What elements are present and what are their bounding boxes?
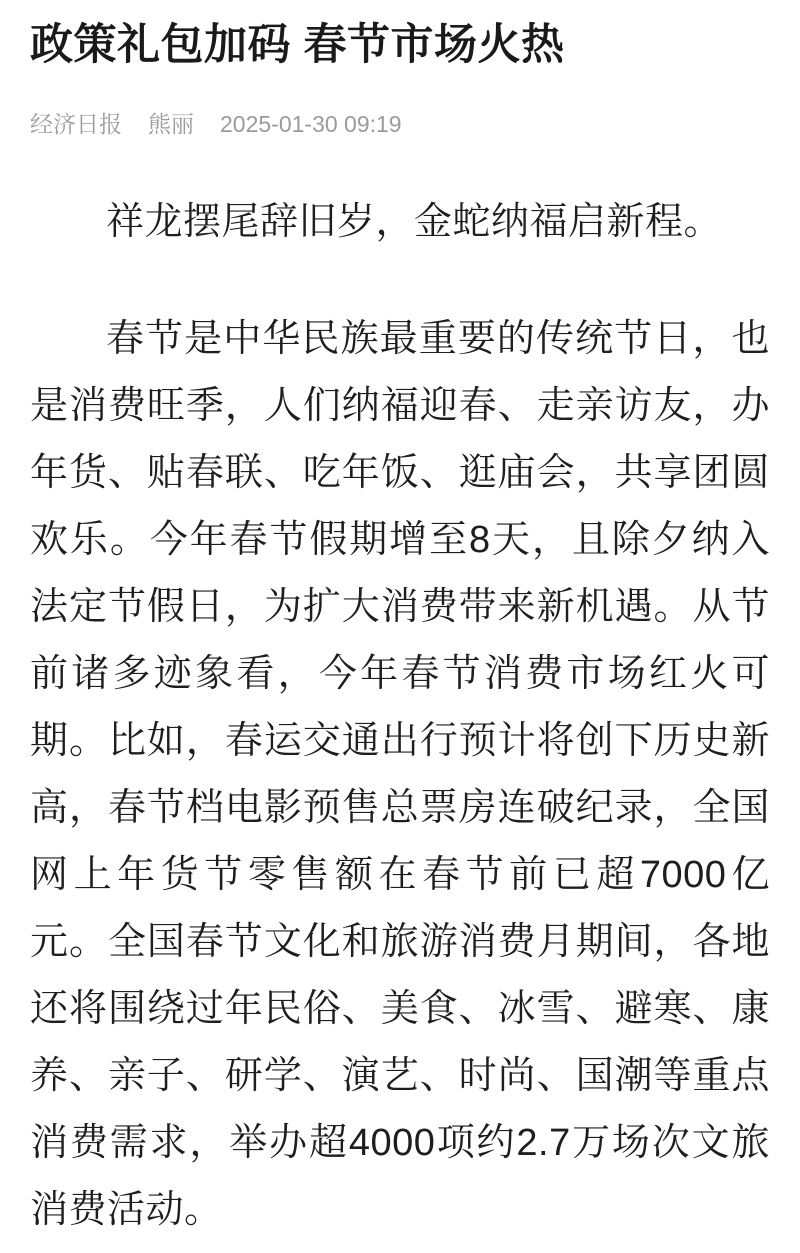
article-byline bbox=[30, 108, 770, 140]
byline-datetime: 2025-01-30 09:19 bbox=[220, 111, 402, 137]
article-title: 政策礼包加码 春节市场火热 bbox=[30, 21, 565, 69]
paragraph-main: 春节是中华民族最重要的传统节日，也是消费旺季，人们纳福迎春、走亲访友，办年货、贴春联、吃年饭、逛庙会，共享团圆欢乐。今年春节假期增至8天，且除夕纳入法定节假日，为扩大消费带来新机遇。从节前诸多迹象看，今年春节消费市场红火可期。比如，春运交通出行预计将创下历史新高，春节档电影预售总票房连破纪录，全国网上年货节零售额在春节前已超7000亿元。全国春节文化和旅游消费月期间，各地还将围绕过年民俗、美食、冰雪、避寒、康养、亲子、研学、演艺、时尚、国潮等重点消费需求，举办超4000项约2.7万场次文旅消费活动。 bbox=[30, 318, 770, 1231]
byline-source: 经济日报 bbox=[30, 111, 122, 137]
byline-author: 熊丽 bbox=[148, 111, 194, 137]
paragraph-intro: 祥龙摆尾辞旧岁，金蛇纳福启新程。 bbox=[106, 201, 723, 243]
article-body bbox=[30, 189, 770, 1244]
